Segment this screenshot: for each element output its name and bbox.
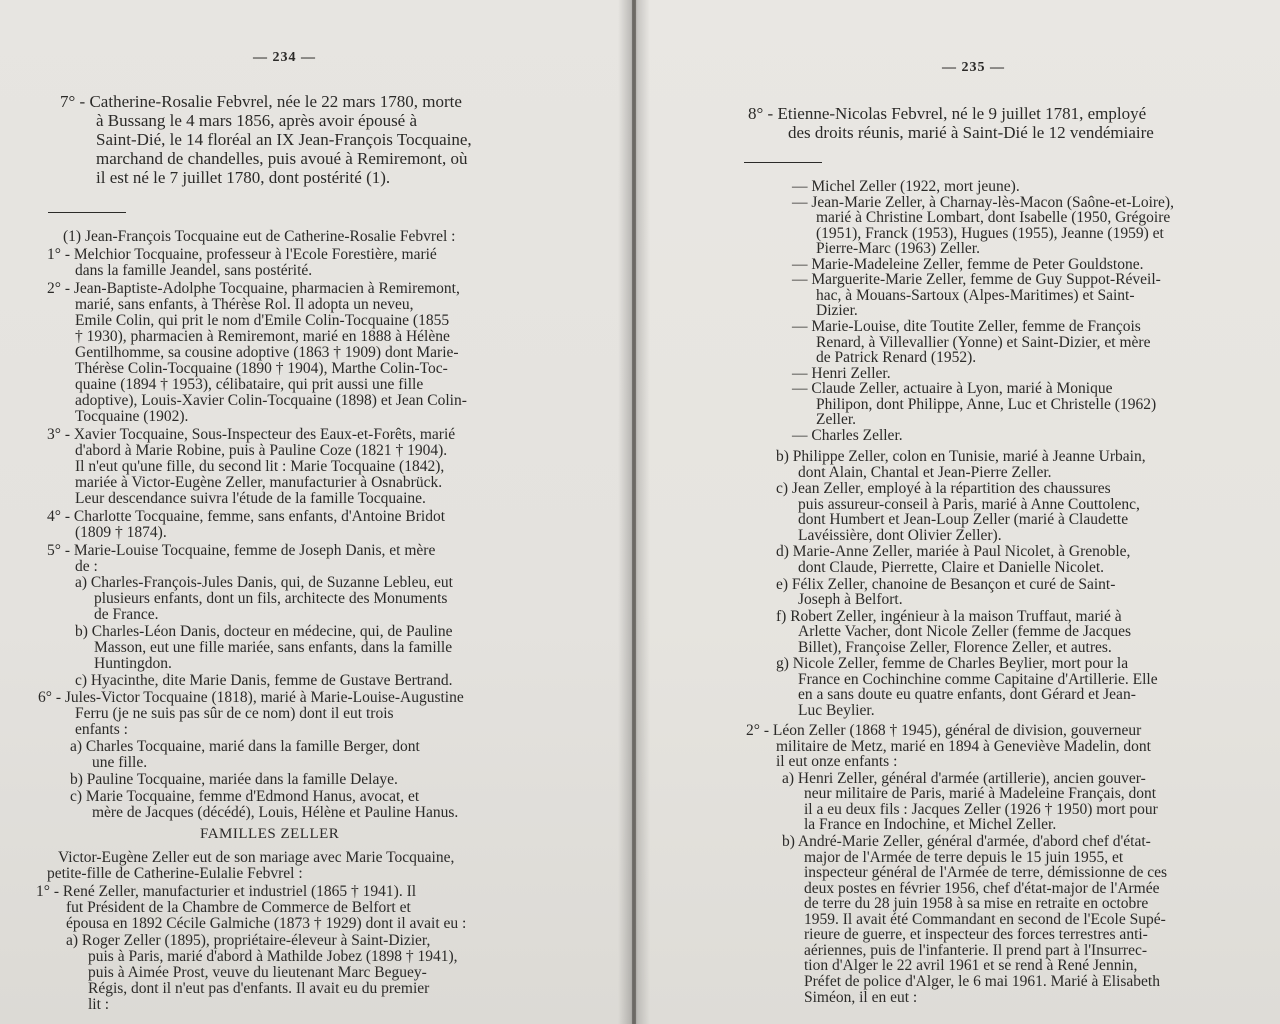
text-line: — Marie-Madeleine Zeller, femme de Peter Gouldstone. — [792, 255, 1144, 273]
text-line: a) Roger Zeller (1895), propriétaire-éleveur à Saint-Dizier, — [66, 932, 431, 949]
text-line: dont Claude, Pierrette, Claire et Danielle Nicolet. — [798, 558, 1105, 576]
text-line: Gentilhomme, sa cousine adoptive (1863 † 1909) dont Marie- — [75, 344, 459, 361]
text-line: la France en Indochine, et Michel Zeller. — [804, 816, 1057, 834]
text-line: des droits réunis, marié à Saint-Dié le 12 vendémiaire — [788, 123, 1154, 142]
text-line: quaine (1894 † 1953), célibataire, qui prit aussi une fille — [75, 376, 424, 393]
page-number-left: — 234 — — [253, 50, 316, 65]
text-line: épousa en 1892 Cécile Galmiche (1873 † 1929) dont il avait eu : — [66, 915, 467, 932]
text-line: a) Charles-François-Jules Danis, qui, de Suzanne Lebleu, eut — [75, 574, 453, 591]
text-line: enfants : — [75, 721, 128, 738]
footnote-rule — [744, 162, 822, 163]
text-line: 1959. Il avait été Commandant en second de l'Ecole Supé- — [804, 910, 1166, 928]
section-heading: FAMILLES ZELLER — [200, 826, 340, 842]
text-line: militaire de Metz, marié en 1894 à Geneviève Madelin, dont — [776, 737, 1151, 755]
text-line: Masson, eut une fille mariée, sans enfants, dans la famille — [94, 639, 453, 656]
text-line: petite-fille de Catherine-Eulalie Febvrel : — [47, 865, 303, 882]
text-line: 2° - Léon Zeller (1868 † 1945), général de division, gouverneur — [746, 722, 1142, 740]
text-line: inspecteur général de l'Armée de terre, démissionne de ces — [804, 864, 1168, 882]
text-line: b) André-Marie Zeller, général d'armée, d'abord chef d'état- — [782, 833, 1151, 850]
text-line: de terre du 28 juin 1958 à sa mise en retraite en octobre — [804, 895, 1149, 913]
text-line: Emile Colin, qui prit le nom d'Emile Colin-Tocquaine (1855 — [75, 312, 450, 329]
text-line: Huntingdon. — [94, 655, 172, 672]
text-line: Tocquaine (1902). — [75, 408, 189, 425]
text-line: b) Philippe Zeller, colon en Tunisie, marié à Jeanne Urbain, — [776, 448, 1146, 466]
text-line: en a sans doute eu quatre enfants, dont Gérard et Jean- — [798, 686, 1136, 704]
text-line: puis assureur-conseil à Paris, marié à Anne Couttolenc, — [798, 495, 1140, 513]
text-line: Philipon, dont Philippe, Anne, Luc et Christelle (1962) — [816, 395, 1157, 413]
text-line: a) Henri Zeller, général d'armée (artillerie), ancien gouver- — [782, 769, 1146, 787]
text-line: il est né le 7 juillet 1780, dont postérité (1). — [96, 168, 391, 187]
text-line: de France. — [94, 606, 159, 623]
text-line: puis à Paris, marié d'abord à Mathilde Jobez (1898 † 1941), — [88, 948, 458, 965]
text-line: 8° - Etienne-Nicolas Febvrel, né le 9 juillet 1781, employé — [748, 104, 1147, 123]
right-page — [636, 0, 1280, 1024]
text-line: adoptive), Louis-Xavier Colin-Tocquaine (1898) et Jean Colin- — [75, 392, 467, 409]
text-line: — Marguerite-Marie Zeller, femme de Guy Suppot-Réveil- — [792, 271, 1161, 289]
text-line: e) Félix Zeller, chanoine de Besançon et curé de Saint- — [776, 575, 1116, 593]
text-line: Siméon, il en eut : — [804, 988, 918, 1006]
text-line: rieure de guerre, et inspecteur des forces terrestres anti- — [804, 926, 1148, 944]
text-line: c) Marie Tocquaine, femme d'Edmond Hanus, avocat, et — [70, 788, 420, 805]
text-line: de Patrick Renard (1952). — [816, 349, 977, 366]
text-line: hac, à Mouans-Sartoux (Alpes-Maritimes) et Saint- — [816, 286, 1135, 304]
text-line: c) Jean Zeller, employé à la répartition des chaussures — [776, 480, 1111, 498]
text-line: mariée à Victor-Eugène Zeller, manufacturier à Osnabrück. — [75, 474, 443, 491]
text-line: Thérèse Colin-Tocquaine (1890 † 1904), Marthe Colin-Toc- — [75, 360, 448, 377]
text-line: de : — [75, 558, 98, 575]
text-line: Victor-Eugène Zeller eut de son mariage avec Marie Tocquaine, — [58, 849, 455, 866]
text-line: France en Cochinchine comme Capitaine d'Artillerie. Elle — [798, 670, 1158, 688]
text-line: — Marie-Louise, dite Toutite Zeller, femme de François — [792, 317, 1141, 335]
text-line: 1° - Melchior Tocquaine, professeur à l'Ecole Forestière, marié — [47, 246, 437, 263]
text-line: Pierre-Marc (1963) Zeller. — [816, 240, 980, 258]
text-line: marié, sans enfants, à Thérèse Rol. Il adopta un neveu, — [75, 296, 414, 313]
text-line: deux postes en février 1956, chef d'état-major de l'Armée — [804, 879, 1160, 897]
text-line: neur militaire de Paris, marié à Madeleine Français, dont — [804, 785, 1157, 803]
text-line: marié à Christine Lombart, dont Isabelle (1950, Grégoire — [816, 209, 1171, 227]
text-line: 4° - Charlotte Tocquaine, femme, sans enfants, d'Antoine Bridot — [47, 508, 446, 525]
text-line: a) Charles Tocquaine, marié dans la famille Berger, dont — [70, 738, 420, 755]
text-line: — Charles Zeller. — [792, 426, 903, 444]
text-line: d) Marie-Anne Zeller, mariée à Paul Nicolet, à Grenoble, — [776, 543, 1131, 561]
text-line: lit : — [88, 996, 110, 1013]
text-line: aériennes, puis de l'infanterie. Il prend part à l'Insurrec- — [804, 941, 1147, 959]
text-line: dont Alain, Chantal et Jean-Pierre Zeller. — [798, 463, 1052, 481]
text-line: il a eu deux fils : Jacques Zeller (1926 † 1950) mort pour — [804, 800, 1158, 818]
text-line: une fille. — [92, 754, 148, 771]
left-page — [0, 0, 632, 1024]
text-line: 1° - René Zeller, manufacturier et industriel (1865 † 1941). Il — [36, 883, 417, 900]
text-line: g) Nicole Zeller, femme de Charles Beylier, mort pour la — [776, 655, 1129, 673]
text-line: (1) Jean-François Tocquaine eut de Catherine-Rosalie Febvrel : — [63, 228, 456, 245]
text-line: (1951), Franck (1953), Hugues (1955), Jeanne (1959) et — [816, 224, 1164, 242]
text-line: Arlette Vacher, dont Nicole Zeller (femme de Jacques — [798, 623, 1132, 641]
text-line: — Claude Zeller, actuaire à Lyon, marié à Monique — [792, 380, 1113, 398]
text-line: dans la famille Jeandel, sans postérité. — [75, 262, 313, 279]
text-line: b) Charles-Léon Danis, docteur en médecine, qui, de Pauline — [75, 623, 453, 640]
text-line: 6° - Jules-Victor Tocquaine (1818), marié à Marie-Louise-Augustine — [38, 689, 464, 706]
text-line: mère de Jacques (décédé), Louis, Hélène et Pauline Hanus. — [92, 804, 459, 821]
text-line: 7° - Catherine-Rosalie Febvrel, née le 22 mars 1780, morte — [60, 92, 462, 111]
text-line: — Jean-Marie Zeller, à Charnay-lès-Macon (Saône-et-Loire), — [792, 193, 1174, 211]
text-line: Il n'eut qu'une fille, du second lit : Marie Tocquaine (1842), — [75, 458, 445, 475]
text-line: il eut onze enfants : — [776, 753, 898, 771]
text-line: c) Hyacinthe, dite Marie Danis, femme de Gustave Bertrand. — [75, 672, 453, 689]
text-line: puis à Aimée Prost, veuve du lieutenant Marc Beguey- — [88, 964, 427, 981]
text-line: Régis, dont il n'eut pas d'enfants. Il avait eu du premier — [88, 980, 430, 997]
text-line: major de l'Armée de terre depuis le 15 juin 1955, et — [804, 848, 1124, 866]
text-line: Billet), Françoise Zeller, Florence Zeller, et autres. — [798, 638, 1112, 656]
text-line: Ferru (je ne suis pas sûr de ce nom) dont il eut trois — [75, 705, 394, 722]
text-line: Zeller. — [816, 411, 857, 429]
text-line: à Bussang le 4 mars 1856, après avoir épousé à — [96, 111, 418, 130]
text-line: Dizier. — [816, 302, 858, 320]
footnote-rule — [48, 212, 126, 213]
text-line: b) Pauline Tocquaine, mariée dans la famille Delaye. — [70, 771, 398, 788]
text-line: dont Humbert et Jean-Loup Zeller (marié à Claudette — [798, 511, 1129, 529]
text-line: Luc Beylier. — [798, 701, 875, 719]
text-line: (1809 † 1874). — [75, 524, 167, 541]
page-number-right: — 235 — — [942, 60, 1005, 75]
text-line: Préfet de police d'Alger, le 6 mai 1961. Marié à Elisabeth — [804, 972, 1160, 990]
text-line: Renard, à Villevallier (Yonne) et Saint-Dizier, et mère — [816, 333, 1151, 351]
text-line: f) Robert Zeller, ingénieur à la maison Truffaut, marié à — [776, 607, 1122, 625]
text-line: marchand de chandelles, puis avoué à Remiremont, où — [96, 149, 468, 168]
text-line: Joseph à Belfort. — [798, 591, 903, 608]
text-line: 3° - Xavier Tocquaine, Sous-Inspecteur des Eaux-et-Forêts, marié — [47, 426, 456, 443]
text-line: — Henri Zeller. — [792, 364, 891, 382]
text-line: — Michel Zeller (1922, mort jeune). — [792, 178, 1020, 195]
text-line: plusieurs enfants, dont un fils, architecte des Monuments — [94, 590, 448, 607]
text-line: Lavéissière, dont Olivier Zeller). — [798, 526, 1002, 544]
text-line: † 1930), pharmacien à Remiremont, marié en 1888 à Hélène — [75, 328, 450, 345]
text-line: fut Président de la Chambre de Commerce de Belfort et — [66, 899, 411, 916]
text-line: tion d'Alger le 22 avril 1961 et se rend à René Jennin, — [804, 957, 1138, 975]
text-line: 5° - Marie-Louise Tocquaine, femme de Joseph Danis, et mère — [47, 542, 436, 559]
text-line: Leur descendance suivra l'étude de la famille Tocquaine. — [75, 490, 426, 507]
text-line: d'abord à Marie Robine, puis à Pauline Coze (1821 † 1904). — [75, 442, 448, 459]
text-line: 2° - Jean-Baptiste-Adolphe Tocquaine, pharmacien à Remiremont, — [47, 280, 460, 297]
text-line: Saint-Dié, le 14 floréal an IX Jean-François Tocquaine, — [96, 130, 472, 149]
